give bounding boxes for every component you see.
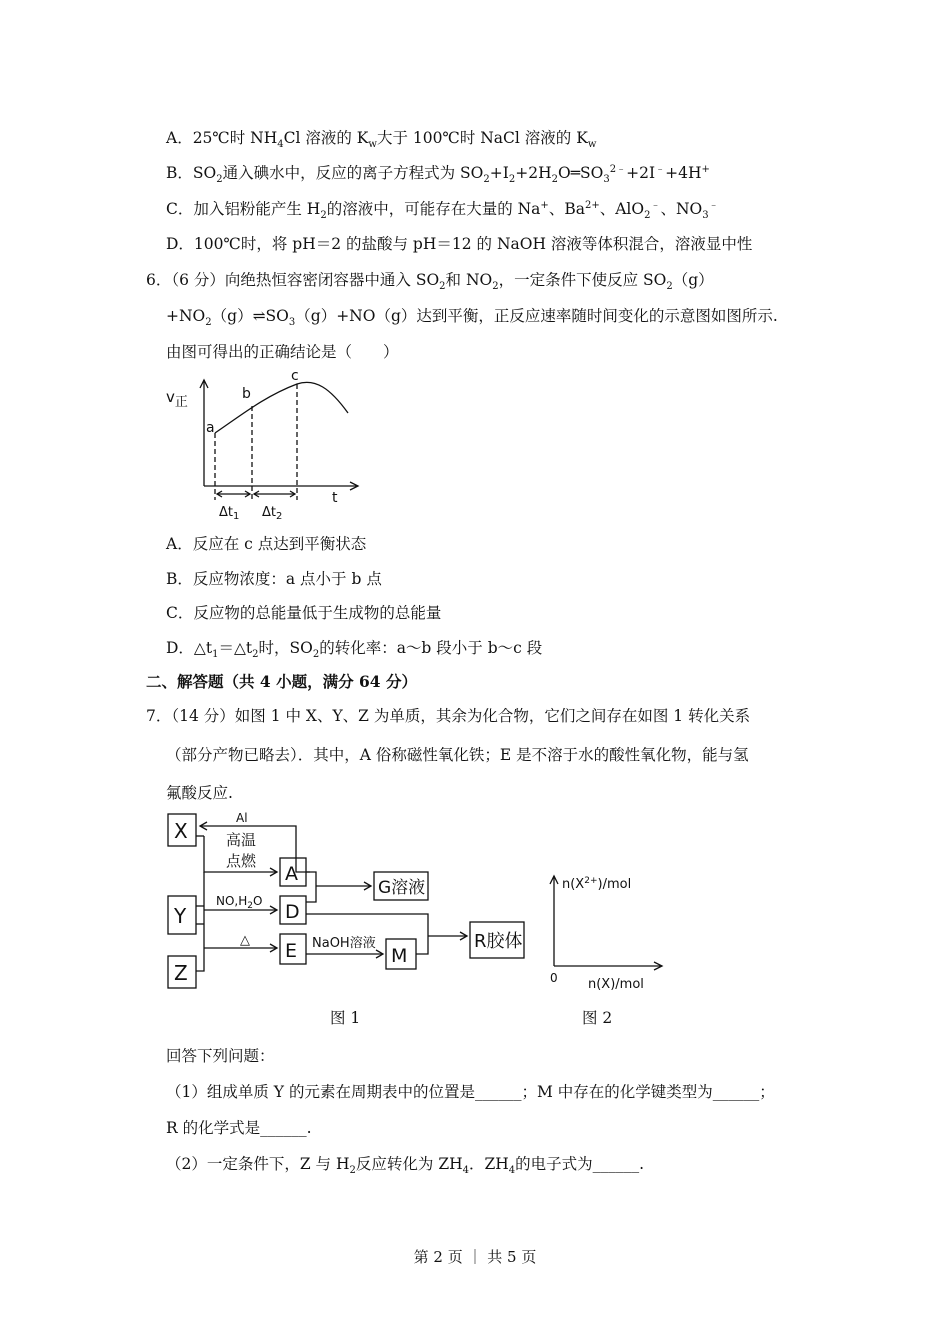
label-y: Y — [174, 904, 187, 928]
q6-stem-line3: 由图可得出的正确结论是（ ） — [166, 343, 399, 361]
q7-part1-line1: （1）组成单质 Y 的元素在周期表中的位置是______；M 中存在的化学键类型为______； — [166, 1083, 775, 1101]
y-axis-label: v正 — [166, 388, 188, 410]
fig2-origin: 0 — [550, 971, 558, 985]
label-delta: △ — [240, 933, 250, 948]
q6-option-d: D．$\triangle t_1=\triangle t_2$时，$SO_2$的转化率：a～b 段小于 b～c 段 — [166, 639, 543, 661]
q7-stem-line1: 7．（14 分）如图 1 中 X、Y、Z 为单质，其余为化合物，它们之间存在如图 1 转化关系 — [146, 707, 751, 725]
q7-part1-line2: R 的化学式是______. — [166, 1119, 312, 1137]
x-axis-label: t — [332, 490, 338, 506]
label-e: E — [285, 940, 298, 962]
q6-stem-line2: $+NO_2(g)\rightleftharpoons SO_3(g)+NO(g)$达到平衡，正反应速率随时间变化的示意图如图所示. — [166, 307, 778, 329]
label-z: Z — [174, 961, 188, 985]
label-al: Al — [236, 811, 248, 825]
label-naoh: NaOH溶液 — [312, 936, 376, 951]
point-c-label: c — [291, 368, 299, 384]
label-d: D — [285, 901, 300, 923]
q6-stem-line1: 6．（6 分）向绝热恒容密闭容器中通入 $SO_2$和 $NO_2$，一定条件下使反应 $SO_2(g)$ — [146, 271, 714, 293]
label-g: G溶液 — [378, 878, 426, 898]
q6-option-c: C．反应物的总能量低于生成物的总能量 — [166, 604, 442, 622]
q5-option-a: A．25℃时 $NH_4Cl$ 溶液的 $K_w$大于 100℃时 NaCl 溶液的 $K_w$ — [166, 129, 597, 151]
label-dianran: 点燃 — [226, 852, 257, 870]
q7-part2: （2）一定条件下，Z 与 $H_2$反应转化为 $ZH_4$．$ZH_4$的电子式为______. — [166, 1155, 645, 1177]
dt2-label: $\Delta t_2$ — [262, 505, 283, 522]
q7-answer-intro: 回答下列问题： — [166, 1047, 275, 1065]
q5-option-b: B．$SO_2$通入碘水中，反应的离子方程式为 $SO_2+I_2+2H_2O═SO_3^{2﹣}+2I^﹣+4H^+$ — [166, 163, 710, 186]
q5-option-c: C．加入铝粉能产生 $H_2$的溶液中，可能存在大量的 Na+、$Ba^{2+}$、AlO$_2$﹣、$NO_3^﹣$ — [166, 199, 719, 222]
point-a-label: a — [206, 420, 215, 436]
label-r: R胶体 — [474, 931, 523, 952]
page-footer: 第 2 页 ｜ 共 5 页 — [413, 1248, 537, 1266]
figure2-caption: 图 2 — [582, 1009, 613, 1027]
label-a: A — [285, 863, 298, 885]
label-x: X — [174, 819, 188, 843]
q7-stem-line2: （部分产物已略去）．其中，A 俗称磁性氧化铁；E 是不溶于水的酸性氧化物，能与氢 — [166, 746, 749, 764]
label-gaowen: 高温 — [226, 831, 257, 849]
fig2-x-label: n(X)/mol — [588, 977, 644, 992]
q7-figure2-axes — [540, 866, 680, 996]
q5-option-d: D．100℃时，将 pH＝2 的盐酸与 pH＝12 的 NaOH 溶液等体积混合，溶液显中性 — [166, 235, 753, 253]
label-m: M — [391, 945, 408, 967]
q7-figure1-diagram — [160, 806, 540, 996]
fig2-y-label: $n(X^{2+})$/mol — [562, 876, 632, 892]
dt1-label: $\Delta t_1$ — [219, 505, 240, 522]
q6-option-a: A．反应在 c 点达到平衡状态 — [166, 535, 367, 553]
q6-option-b: B．反应物浓度：a 点小于 b 点 — [166, 570, 382, 588]
point-b-label: b — [242, 386, 251, 402]
rate-curve — [215, 382, 348, 433]
label-no-h2o: $NO,H_2O$ — [216, 894, 263, 911]
section-heading: 二、解答题（共 4 小题，满分 64 分） — [146, 672, 417, 691]
q7-stem-line3: 氟酸反应. — [166, 784, 233, 802]
q6-rate-time-graph — [160, 368, 370, 528]
figure1-caption: 图 1 — [330, 1009, 361, 1027]
